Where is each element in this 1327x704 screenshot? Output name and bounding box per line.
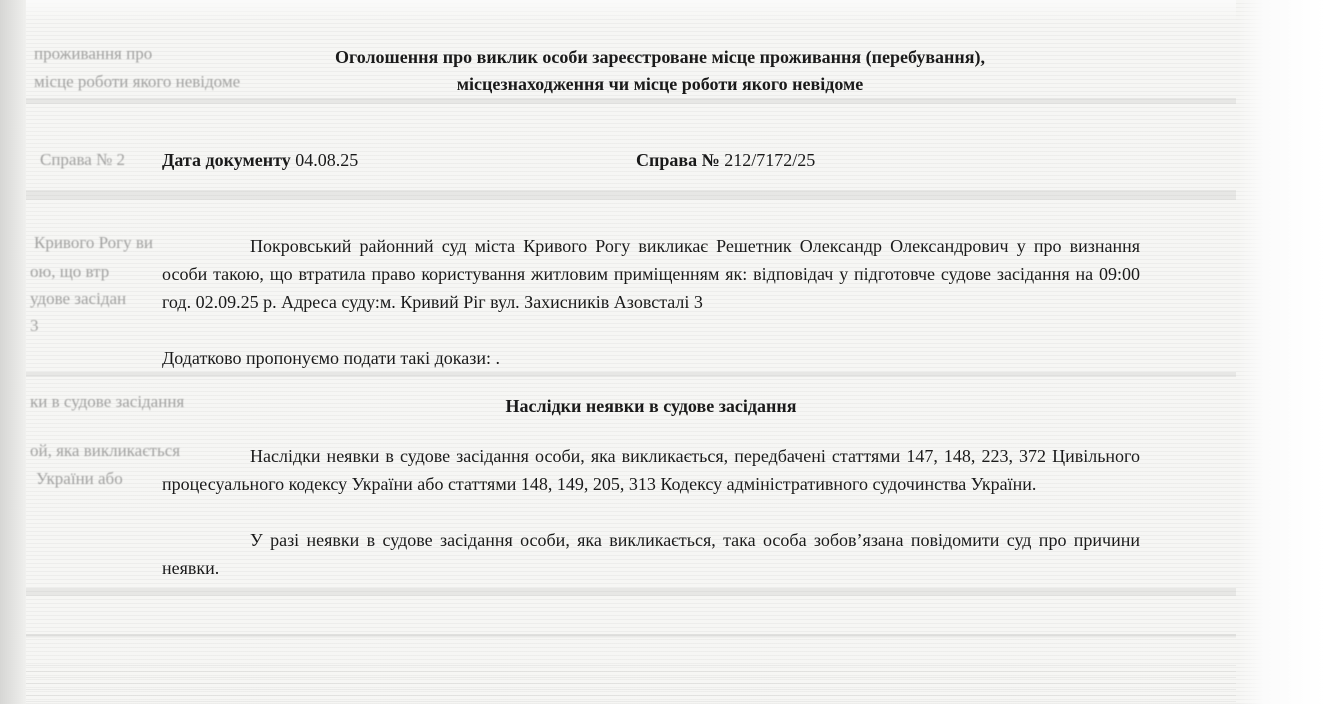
case-number (636, 150, 815, 171)
notice-paragraph: У разі неявки в судове засідання особи, яка викликається, така особа зобов’язана повідомити суд про причини неявки. (162, 530, 1140, 578)
summons-paragraph: Покровський районний суд міста Кривого Рогу викликає Решетник Олександр Олександрович у про визнання особи такою, що втратила право користування житловим приміщенням як: відповідач у підготовче судове засідання на 09:00 год. 02.09.25 р. Адреса суду:м. Кривий Ріг вул. Захисників Азовсталі 3 (162, 236, 1140, 312)
scan-bottom-rule (26, 634, 1236, 638)
title-line-1: Оголошення про виклик особи зареєстроване місце проживання (перебування), (334, 47, 986, 67)
ghost-text: Справа № 2 (40, 150, 126, 169)
document-date (162, 150, 358, 171)
paper-top-band (26, 0, 1236, 22)
ghost-text: 3 (30, 316, 39, 335)
consequences-paragraph: Наслідки неявки в судове засідання особи, яка викликається, передбачені статтями 147, 148, 223, 372 Цивільного процесуального кодексу України або статтями 148, 149, 205, 313 Кодексу адміністративного судочинства України. (162, 446, 1140, 494)
title-line-2: місцезнаходження чи місце роботи якого невідоме (456, 74, 864, 94)
ghost-text: місце роботи якого невідоме (34, 72, 241, 91)
scan-streak (26, 372, 1236, 377)
scan-streak (26, 190, 1236, 200)
ghost-text: ой, яка викликається (30, 441, 181, 460)
document-title (230, 44, 1090, 98)
ghost-text: ки в судове засідання (30, 392, 185, 411)
ghost-text: ою, що втр (30, 262, 110, 281)
ghost-text: Кривого Рогу ви (34, 233, 154, 252)
evidence-line: Додатково пропонуємо подати такі докази: . (162, 348, 501, 368)
scan-bottom-noise (26, 660, 1236, 704)
consequences-heading: Наслідки неявки в судове засідання (505, 396, 797, 416)
date-label: Дата документу (162, 150, 291, 170)
date-value: 04.08.25 (295, 150, 359, 170)
ghost-text: України або (36, 469, 123, 488)
scan-streak (26, 588, 1236, 596)
ghost-text: удове засідан (30, 289, 127, 308)
ghost-text: проживання прo (34, 44, 153, 63)
scan-streak (26, 98, 1236, 104)
case-label: Справа № (636, 150, 720, 170)
paper-right-edge (1237, 0, 1327, 704)
paper-left-edge (0, 0, 26, 704)
case-value: 212/7172/25 (724, 150, 816, 170)
